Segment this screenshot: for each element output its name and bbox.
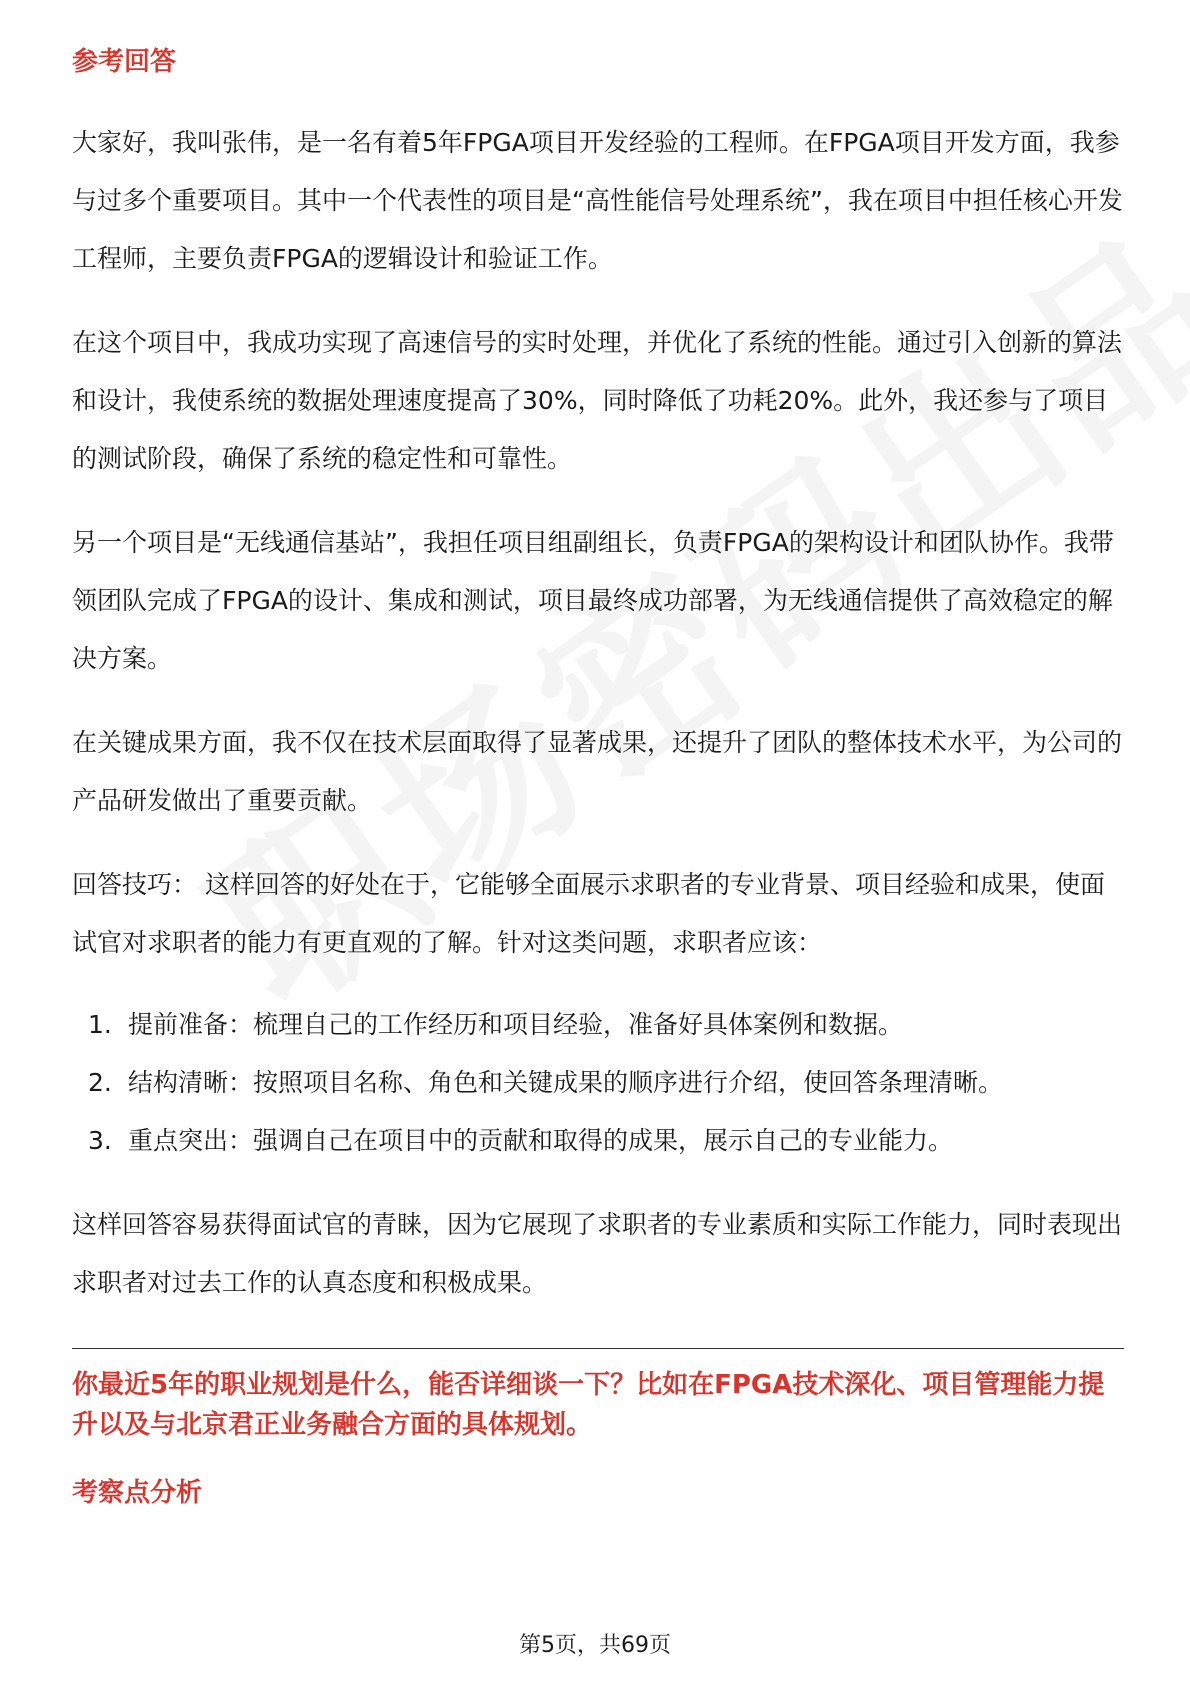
answer-paragraph-3: 另一个项目是“无线通信基站”，我担任项目组副组长，负责FPGA的架构设计和团队协作。我带领团队完成了FPGA的设计、集成和测试，项目最终成功部署，为无线通信提供了高效稳定的解决方案。	[72, 528, 1114, 673]
answer-heading: 参考回答	[72, 47, 177, 77]
document-page	[72, 40, 1124, 1515]
next-question: 你最近5年的职业规划是什么，能否详细谈一下？比如在FPGA技术深化、项目管理能力提升以及与北京君正业务融合方面的具体规划。	[72, 1370, 1105, 1440]
list-number: 3.	[88, 1126, 112, 1155]
closing-paragraph: 这样回答容易获得面试官的青睐，因为它展现了求职者的专业素质和实际工作能力，同时表现出求职者对过去工作的认真态度和积极成果。	[72, 1210, 1123, 1297]
answer-paragraph-4: 在关键成果方面，我不仅在技术层面取得了显著成果，还提升了团队的整体技术水平，为公司的产品研发做出了重要贡献。	[72, 728, 1123, 815]
answer-paragraph-2: 在这个项目中，我成功实现了高速信号的实时处理，并优化了系统的性能。通过引入创新的算法和设计，我使系统的数据处理速度提高了30%，同时降低了功耗20%。此外，我还参与了项目的测试阶段，确保了系统的稳定性和可靠性。	[72, 328, 1123, 473]
page-number-footer: 第5页，共69页	[519, 1633, 671, 1658]
tips-intro: 回答技巧： 这样回答的好处在于，它能够全面展示求职者的专业背景、项目经验和成果，使面试官对求职者的能力有更直观的了解。针对这类问题，求职者应该：	[72, 870, 1105, 957]
list-item	[72, 1112, 1124, 1170]
list-item-text: 重点突出：强调自己在项目中的贡献和取得的成果，展示自己的专业能力。	[128, 1126, 954, 1155]
list-item-text: 结构清晰：按照项目名称、角色和关键成果的顺序进行介绍，使回答条理清晰。	[128, 1068, 1004, 1097]
answer-paragraph-1: 大家好，我叫张伟，是一名有着5年FPGA项目开发经验的工程师。在FPGA项目开发方面，我参与过多个重要项目。其中一个代表性的项目是“高性能信号处理系统”，我在项目中担任核心开发工程师，主要负责FPGA的逻辑设计和验证工作。	[72, 128, 1123, 273]
list-item-text: 提前准备：梳理自己的工作经历和项目经验，准备好具体案例和数据。	[128, 1010, 904, 1039]
list-item	[72, 996, 1124, 1054]
analysis-heading: 考察点分析	[72, 1478, 203, 1508]
list-number: 2.	[88, 1068, 112, 1097]
list-number: 1.	[88, 1010, 112, 1039]
list-item	[72, 1054, 1124, 1112]
section-divider	[72, 1348, 1124, 1349]
tips-list	[72, 996, 1124, 1170]
